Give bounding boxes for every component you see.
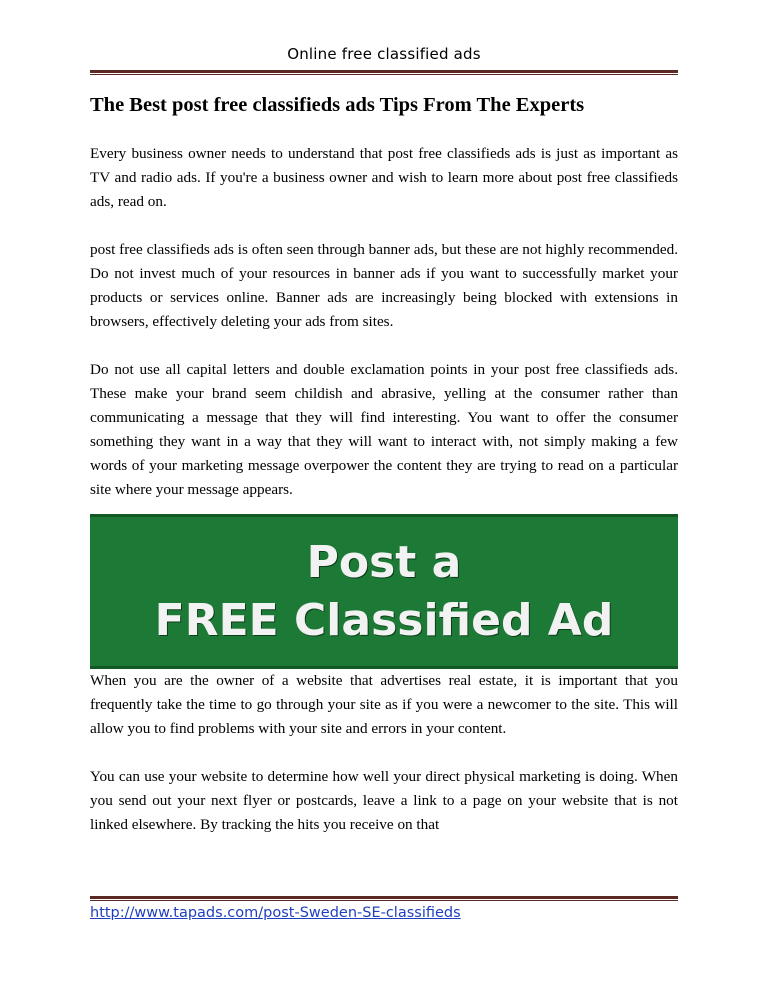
footer-url-link[interactable]: http://www.tapads.com/post-Sweden-SE-classifieds xyxy=(90,905,461,921)
paragraph-2: post free classifieds ads is often seen through banner ads, but these are not highly recommended. Do not invest much of your resources in banner ads if you want to successfully market your products or services online. Banner ads are increasingly being blocked with extensions in browsers, effectively deleting your ads from sites. xyxy=(90,241,678,330)
page-header-title: Online free classified ads xyxy=(287,45,481,63)
paragraph-4: When you are the owner of a website that advertises real estate, it is important that you frequently take the time to go through your site as if you were a newcomer to the site. This will allow you to find problems with your site and errors in your content. xyxy=(90,672,678,737)
footer-divider xyxy=(90,896,678,901)
ad-banner-line1: Post a xyxy=(306,536,462,588)
paragraph-1: Every business owner needs to understand that post free classifieds ads is just as important as TV and radio ads. If you're a business owner and wish to learn more about post free classifieds ads, read on. xyxy=(90,145,678,210)
header-divider xyxy=(90,70,678,75)
ad-banner-line2: FREE Classified Ad xyxy=(154,594,614,646)
paragraph-3: Do not use all capital letters and double exclamation points in your post free classifieds ads. These make your brand seem childish and abrasive, yelling at the consumer rather than communicating a message that they will find interesting. You want to offer the consumer something they want in a way that they will want to interact with, not simply making a few words of your marketing message overpower the content they are trying to read on a particular site where your message appears. xyxy=(90,361,678,498)
article-body xyxy=(90,92,678,837)
article-title: The Best post free classifieds ads Tips From The Experts xyxy=(90,94,585,116)
free-classified-ad-banner[interactable] xyxy=(90,514,678,669)
paragraph-5: You can use your website to determine how well your direct physical marketing is doing. When you send out your next flyer or postcards, leave a link to a page on your website that is not linked elsewhere. By tracking the hits you receive on that xyxy=(90,768,678,833)
